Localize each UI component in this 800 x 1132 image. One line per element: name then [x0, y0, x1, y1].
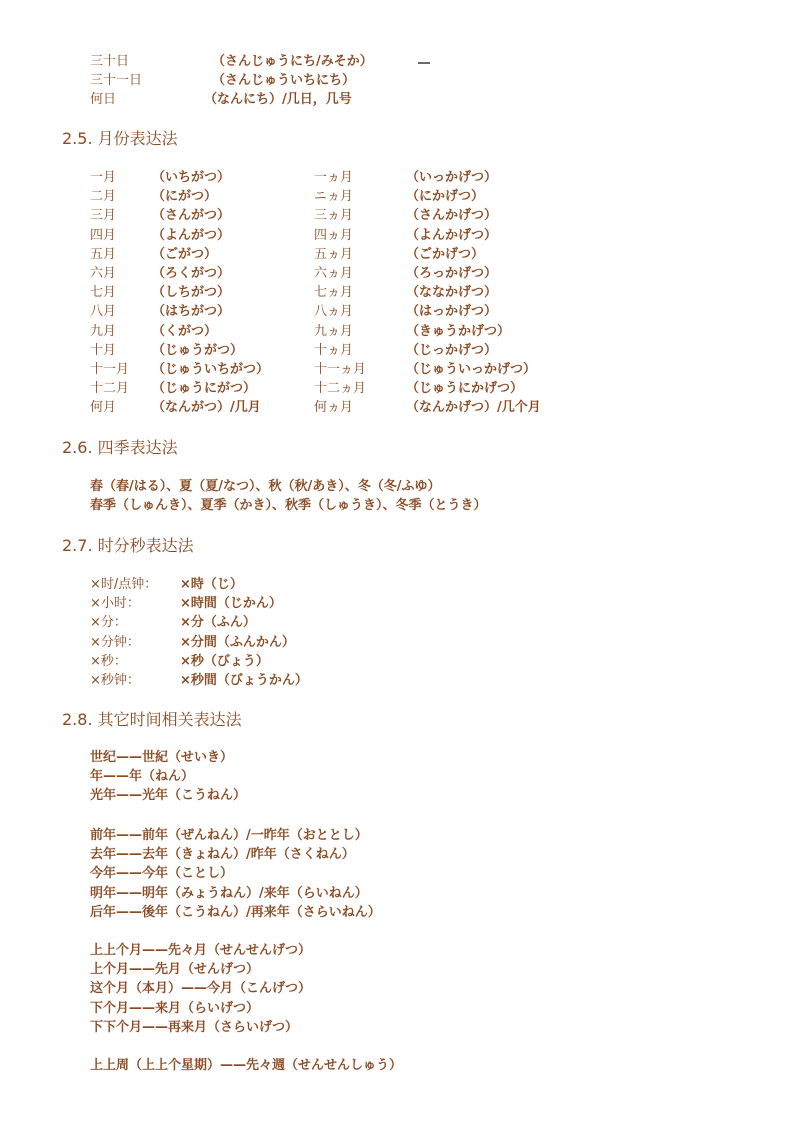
time-expression-line: 上上周（上上个星期）——先々週（せんせんしゅう）: [90, 1058, 403, 1073]
time-expression-line: 年——年（ねん）: [90, 769, 195, 785]
month-reading: （じゅうがつ）: [152, 342, 244, 358]
month-name: 何月: [90, 400, 117, 416]
time-unit-ja: ×秒（びょう）: [180, 653, 269, 669]
month-count: 一ヵ月: [314, 170, 354, 185]
time-expression-line: 世纪——世紀（せいき）: [90, 750, 234, 765]
month-count-reading: （ななかげつ）: [406, 285, 498, 301]
month-count-reading: （にかげつ）: [406, 189, 485, 205]
time-unit-ja: ×時間（じかん）: [180, 596, 282, 612]
month-name: 九月: [90, 323, 117, 339]
time-expression-line: 后年——後年（こうねん）/再来年（さらいねん）: [90, 904, 381, 920]
month-name: 五月: [90, 246, 117, 262]
month-count: 十ヵ月: [314, 342, 354, 358]
day-term: 何日: [90, 92, 117, 107]
seasons-line: 春季（しゅんき）、夏季（かき）、秋季（しゅうき）、冬季（とうき）: [90, 498, 487, 513]
time-unit-zh: ×时/点钟：: [90, 577, 158, 592]
time-unit-zh: ×分：: [90, 615, 127, 631]
month-count: 七ヵ月: [314, 285, 354, 301]
month-count: 九ヵ月: [314, 323, 354, 339]
month-count: 八ヵ月: [314, 304, 354, 320]
month-name: 三月: [90, 208, 117, 224]
time-unit-ja: ×分間（ふんかん）: [180, 634, 295, 650]
time-expression-line: 上上个月——先々月（せんせんげつ）: [90, 943, 312, 958]
time-unit-zh: ×秒钟：: [90, 673, 140, 688]
month-count: 六ヵ月: [314, 266, 354, 281]
month-count-reading: （じゅうにかげつ）: [406, 381, 524, 397]
time-expression-line: 前年——前年（ぜんねん）/一昨年（おととし）: [90, 828, 368, 843]
month-reading: （にがつ）: [152, 189, 218, 205]
month-count-reading: （じっかげつ）: [406, 342, 498, 358]
time-expression-line: 下个月——来月（らいげつ）: [90, 1000, 260, 1016]
month-reading: （じゅうにがつ）: [152, 381, 257, 397]
time-expression-line: 今年——今年（ことし）: [90, 866, 234, 882]
month-count: 何ヵ月: [314, 400, 354, 416]
month-name: 七月: [90, 285, 117, 301]
day-reading: （さんじゅういちにち）: [212, 73, 356, 88]
month-name: 十一月: [90, 362, 130, 377]
month-name: 八月: [90, 304, 117, 320]
month-count-reading: （ろっかげつ）: [406, 266, 498, 281]
time-unit-ja: ×秒間（びょうかん）: [180, 673, 308, 688]
time-expression-line: 下下个月——再来月（さらいげつ）: [90, 1019, 299, 1035]
month-count-reading: （きゅうかげつ）: [406, 323, 511, 339]
month-count-reading: （いっかげつ）: [406, 170, 498, 185]
month-count: 五ヵ月: [314, 246, 354, 262]
month-count-reading: （よんかげつ）: [406, 227, 498, 243]
month-count-reading: （はっかげつ）: [406, 304, 498, 320]
month-reading: （よんがつ）: [152, 227, 231, 243]
seasons-line: 春（春/はる）、夏（夏/なつ）、秋（秋/あき）、冬（冬/ふゆ）: [90, 479, 441, 494]
month-count: 四ヵ月: [314, 227, 354, 243]
month-reading: （はちがつ）: [152, 304, 231, 320]
month-name: 二月: [90, 189, 117, 205]
underline-mark: [418, 62, 430, 64]
month-count: 三ヵ月: [314, 208, 354, 224]
time-expression-line: 去年——去年（きょねん）/昨年（さくねん）: [90, 847, 355, 863]
month-count-reading: （なんかげつ）/几个月: [406, 400, 541, 416]
month-count-reading: （さんかげつ）: [406, 208, 498, 224]
month-name: 十二月: [90, 381, 130, 397]
month-reading: （しちがつ）: [152, 285, 231, 301]
day-term: 三十日: [90, 54, 130, 69]
month-name: 六月: [90, 266, 117, 281]
month-reading: （くがつ）: [152, 323, 218, 339]
month-count-reading: （ごかげつ）: [406, 246, 485, 262]
month-count: 十一ヵ月: [314, 362, 367, 377]
time-unit-zh: ×秒：: [90, 653, 127, 669]
month-reading: （ごがつ）: [152, 246, 218, 262]
month-name: 一月: [90, 170, 117, 185]
month-reading: （じゅういちがつ）: [152, 362, 270, 377]
time-unit-ja: ×分（ふん）: [180, 615, 256, 631]
month-count: ニヵ月: [314, 189, 354, 205]
month-count: 十二ヵ月: [314, 381, 367, 397]
time-expression-line: 明年——明年（みょうねん）/来年（らいねん）: [90, 885, 368, 901]
month-count-reading: （じゅういっかげつ）: [406, 362, 537, 377]
month-name: 十月: [90, 342, 117, 358]
section-heading-time: 2.7. 时分秒表达法: [62, 536, 194, 555]
month-reading: （ろくがつ）: [152, 266, 231, 281]
time-unit-zh: ×小时：: [90, 596, 140, 612]
time-expression-line: 这个月（本月）——今月（こんげつ）: [90, 981, 312, 997]
time-expression-line: 上个月——先月（せんげつ）: [90, 962, 260, 978]
day-reading: （さんじゅうにち/みそか）: [212, 54, 373, 69]
section-heading-seasons: 2.6. 四季表达法: [62, 438, 178, 457]
section-heading-other: 2.8. 其它时间相关表达法: [62, 710, 242, 729]
month-reading: （いちがつ）: [152, 170, 231, 185]
month-name: 四月: [90, 227, 117, 243]
time-expression-line: 光年——光年（こうねん）: [90, 788, 247, 804]
section-heading-months: 2.5. 月份表达法: [62, 129, 178, 148]
time-unit-zh: ×分钟：: [90, 634, 140, 650]
time-unit-ja: ×時（じ）: [180, 577, 243, 592]
month-reading: （なんがつ）/几月: [152, 400, 261, 416]
day-reading: （なんにち）/几日，几号: [204, 92, 352, 107]
day-term: 三十一日: [90, 73, 143, 88]
month-reading: （さんがつ）: [152, 208, 231, 224]
